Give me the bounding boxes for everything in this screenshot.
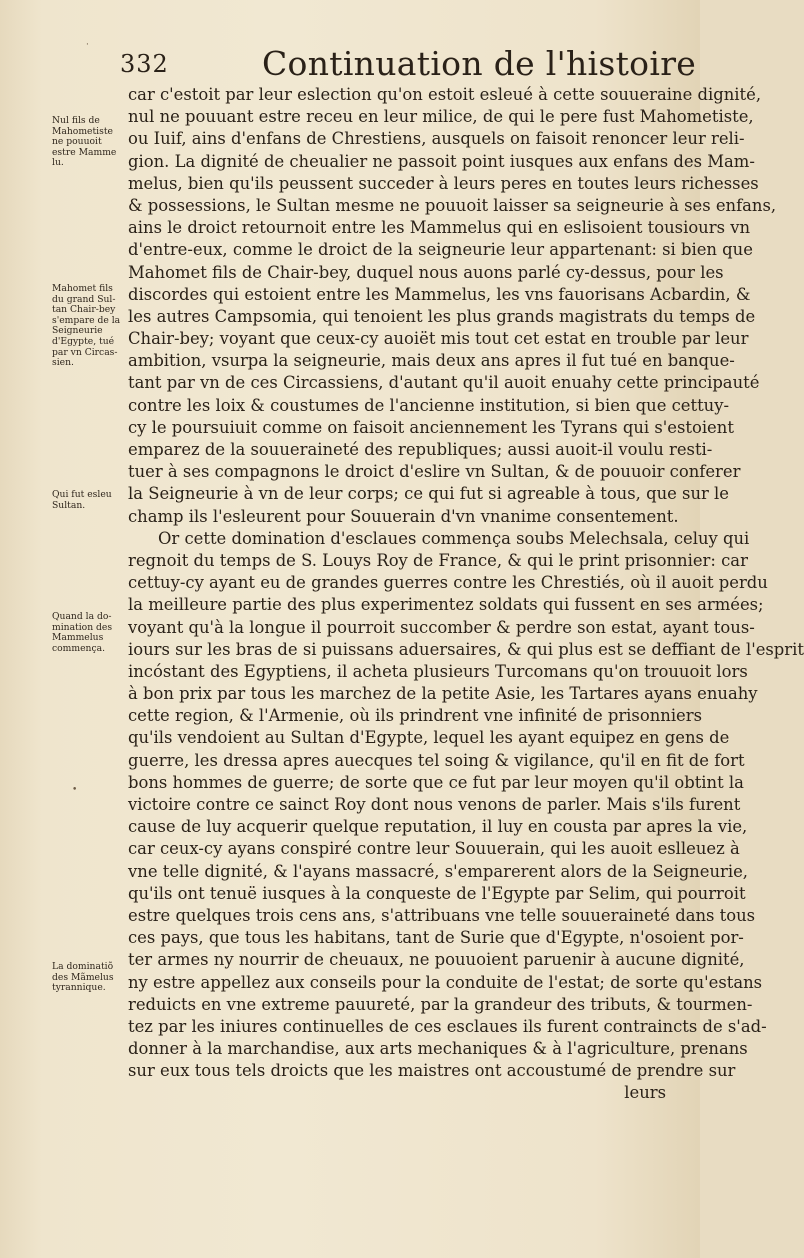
ink-mark-icon: •	[72, 785, 78, 795]
catchword: leurs	[624, 1083, 666, 1103]
margin-note: Quand la do- mination des Mammelus commença.	[52, 611, 113, 654]
text-line: les autres Campsomia, qui tenoient les plus grands magistrats du temps de	[128, 306, 756, 326]
text-line: victoire contre ce sainct Roy dont nous venons de parler. Mais s'ils furent	[128, 795, 741, 814]
text-line: Chair-bey; voyant que ceux-cy auoiët mis tout cet estat en trouble par leur	[128, 329, 749, 349]
text-line: nul ne pouuant estre receu en leur milice, de qui le pere fust Mahometiste,	[128, 107, 754, 127]
margin-note: Nul fils de Mahometiste ne pouuoit estre Mamme lu.	[52, 115, 117, 169]
text-line: la Seigneurie à vn de leur corps; ce qui fut si agreable à tous, que sur le	[128, 484, 729, 504]
body-text	[128, 84, 804, 1105]
text-line: & possessions, le Sultan mesme ne pouuoit laisser sa seigneurie à ses enfans,	[128, 195, 777, 215]
text-line: regnoit du temps de S. Louys Roy de France, & qui le print prisonnier: car	[128, 550, 748, 570]
margin-note: Mahomet fils du grand Sul- tan Chair-bey s'empare de la Seigneurie d'Egypte, tué par vn Circas- sien.	[52, 283, 121, 369]
text-line: guerre, les dressa apres auecques tel soing & vigilance, qu'il en fit de fort	[128, 750, 745, 770]
text-line: ambition, vsurpa la seigneurie, mais deux ans apres il fut tué en banque-	[128, 351, 735, 371]
text-line: discordes qui estoient entre les Mammelus, les vns fauorisans Acbardin, &	[128, 284, 751, 304]
text-line: cettuy-cy ayant eu de grandes guerres contre les Chrestiés, où il auoit perdu	[128, 573, 768, 593]
text-line: ces pays, que tous les habitans, tant de Surie que d'Egypte, n'osoient por-	[128, 928, 744, 948]
text-line: cause de luy acquerir quelque reputation, il luy en cousta par apres la vie,	[128, 817, 748, 837]
text-line: contre les loix & coustumes de l'ancienne institution, si bien que cettuy-	[128, 395, 730, 415]
text-line: car ceux-cy ayans conspiré contre leur Souuerain, qui les auoit eslleuez à	[128, 839, 740, 859]
text-line: à bon prix par tous les marchez de la petite Asie, les Tartares ayans enuahy	[128, 684, 758, 704]
page-header	[120, 44, 697, 84]
text-line: voyant qu'à la longue il pourroit succomber & perdre son estat, ayant tous-	[128, 617, 755, 637]
text-line: gion. La dignité de cheualier ne passoit point iusques aux enfans des Mam-	[128, 151, 755, 171]
text-line: la meilleure partie des plus experimentez soldats qui fussent en ses armées;	[128, 595, 764, 615]
ink-mark-icon: ·	[86, 40, 89, 50]
text-line: bons hommes de guerre; de sorte que ce fut par leur moyen qu'il obtint la	[128, 772, 744, 792]
text-line: cette region, & l'Armenie, où ils prindrent vne infinité de prisonniers	[128, 706, 703, 726]
paragraph-first-line: Or cette domination d'esclaues commença soubs Melechsala, celuy qui	[158, 528, 750, 548]
text-line: iours sur les bras de si puissans aduersaires, & qui plus est se deffiant de l'esprit	[128, 639, 804, 659]
text-line: qu'ils vendoient au Sultan d'Egypte, lequel les ayant equipez en gens de	[128, 728, 730, 748]
text-line: tant par vn de ces Circassiens, d'autant qu'il auoit enuahy cette principauté	[128, 373, 760, 393]
text-line: melus, bien qu'ils peussent succeder à leurs peres en toutes leurs richesses	[128, 173, 759, 193]
text-line: estre quelques trois cens ans, s'attribuans vne telle souueraineté dans tous	[128, 905, 756, 925]
text-line: reduicts en vne extreme pauureté, par la grandeur des tributs, & tourmen-	[128, 994, 753, 1014]
text-line: Mahomet fils de Chair-bey, duquel nous auons parlé cy-dessus, pour les	[128, 262, 724, 282]
margin-note: La dominatiõ des Mãmelus tyrannique.	[52, 961, 114, 994]
text-line: qu'ils ont tenuë iusques à la conqueste de l'Egypte par Selim, qui pourroit	[128, 883, 746, 903]
margin-note: Qui fut esleu Sultan.	[52, 489, 112, 511]
text-line: donner à la marchandise, aux arts mechaniques & à l'agriculture, prenans	[128, 1039, 748, 1059]
page-number: 332	[120, 50, 169, 78]
text-line: tuer à ses compagnons le droict d'eslire vn Sultan, & de pouuoir conferer	[128, 462, 741, 482]
text-line: d'entre-eux, comme le droict de la seigneurie leur appartenant: si bien que	[128, 240, 753, 260]
text-line: vne telle dignité, & l'ayans massacré, s'emparerent alors de la Seigneurie,	[128, 861, 748, 881]
text-line: car c'estoit par leur eslection qu'on estoit esleué à cette souueraine dignité,	[128, 85, 762, 104]
running-title: Continuation de l'histoire	[262, 44, 697, 83]
text-line: cy le poursuiuit comme on faisoit anciennement les Tyrans qui s'estoient	[128, 417, 734, 437]
text-line: sur eux tous tels droicts que les maistres ont accoustumé de prendre sur	[128, 1061, 736, 1081]
text-line: ou Iuif, ains d'enfans de Chrestiens, ausquels on faisoit renoncer leur reli-	[128, 129, 745, 149]
text-line: emparez de la souueraineté des republiques; aussi auoit-il voulu resti-	[128, 440, 713, 459]
text-line: ains le droict retournoit entre les Mammelus qui en eslisoient tousiours vn	[128, 218, 751, 238]
text-line: ny estre appellez aux conseils pour la conduite de l'estat; de sorte qu'estans	[128, 972, 763, 992]
text-line: ter armes ny nourrir de cheuaux, ne pouuoient paruenir à aucune dignité,	[128, 950, 745, 970]
text-line: champ ils l'esleurent pour Souuerain d'vn vnanime consentement.	[128, 506, 679, 526]
text-line: tez par les iniures continuelles de ces esclaues ils furent contraincts de s'ad-	[128, 1016, 767, 1036]
text-line: incóstant des Egyptiens, il acheta plusieurs Turcomans qu'on trouuoit lors	[128, 661, 748, 681]
